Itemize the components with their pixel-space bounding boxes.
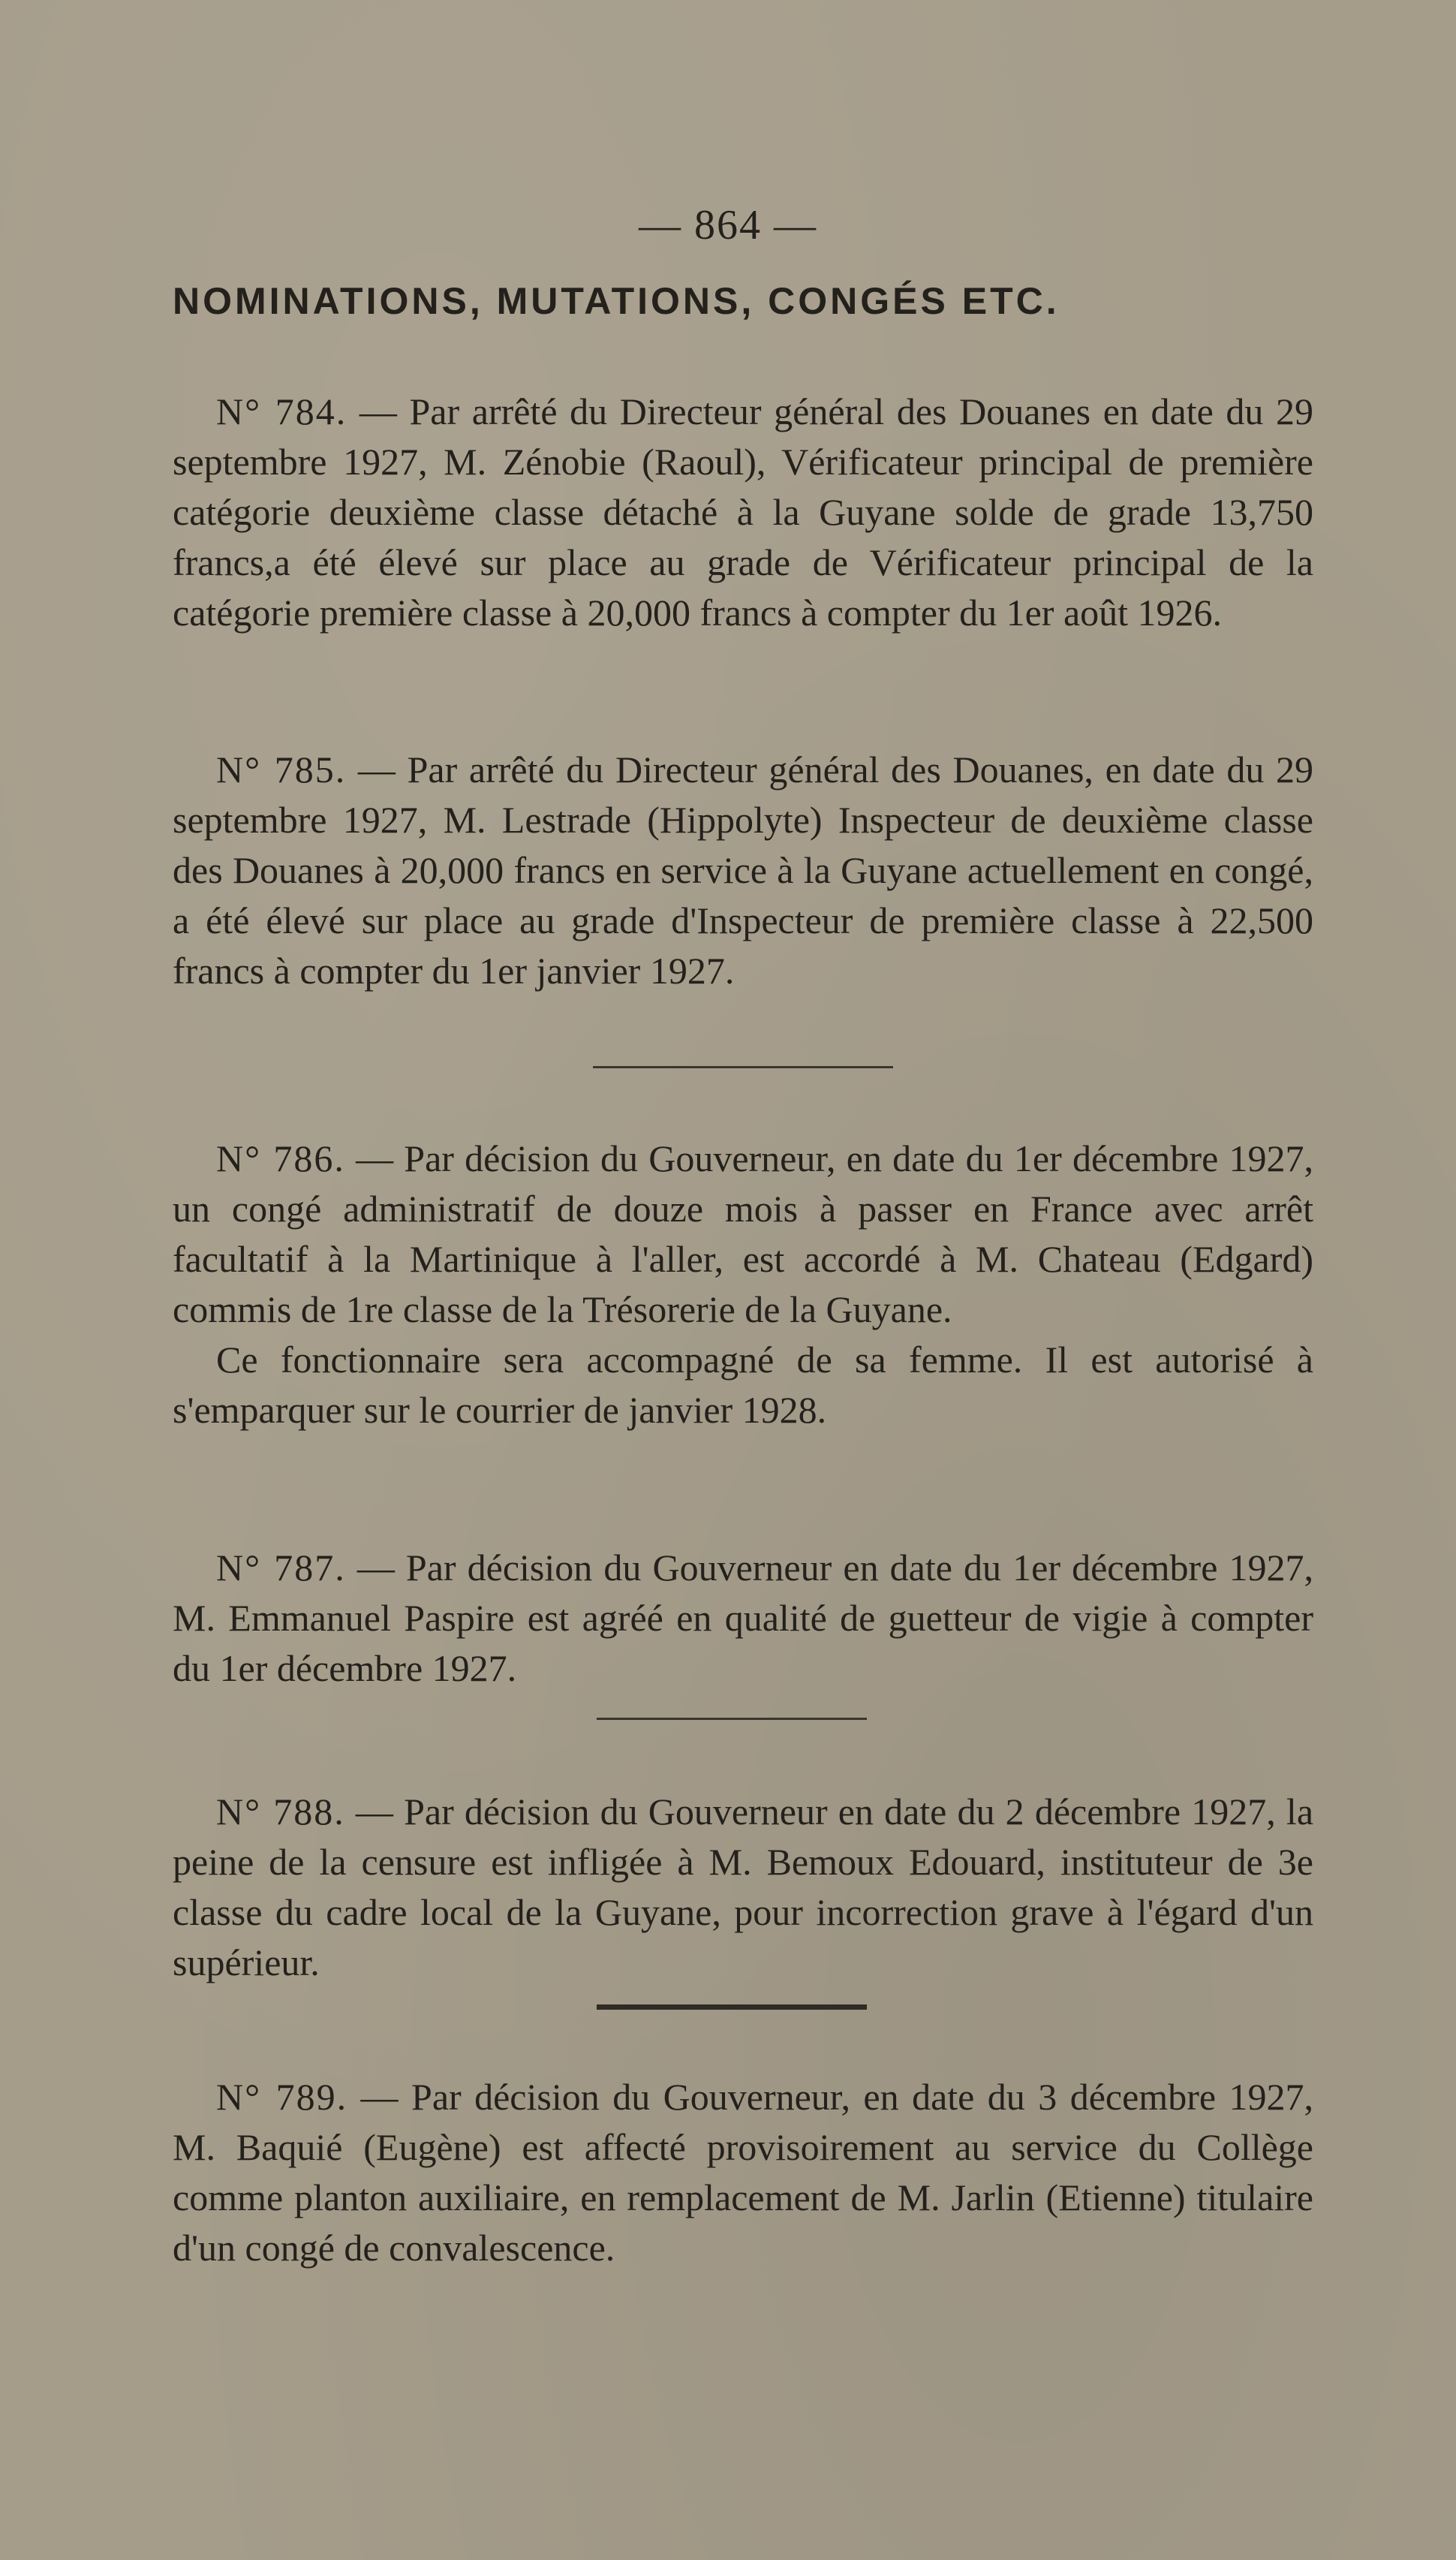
entry-paragraph [173,1787,1313,1988]
entry-paragraph [173,745,1313,996]
entry-paragraph [173,1134,1313,1335]
entry-paragraph [173,1543,1313,1694]
entry-789 [173,2072,1313,2273]
entry-784 [173,387,1313,638]
entry-number: N° 788. [216,1790,345,1833]
entry-number: N° 785. [216,748,347,791]
entry-text: — Par décision du Gouverneur, en date du 3 décembre 1927, M. Baquié (Eugène) est affecté provisoirement au service du Collège comme planton auxiliaire, en remplacement de M. Jarlin (Etienne) titulaire d'un congé de convalescence. [173,2076,1314,2269]
entry-paragraph [173,387,1313,638]
entry-number: N° 784. [216,390,347,432]
entry-paragraph [173,2072,1313,2273]
entry-text: Ce fonctionnaire sera accompagné de sa femme. Il est autorisé à s'emparquer sur le courrier de janvier 1928. [173,1339,1313,1431]
entry-785 [173,745,1313,996]
entry-787 [173,1543,1313,1694]
section-heading: NOMINATIONS, MUTATIONS, CONGÉS ETC. [173,280,1060,322]
entry-number: N° 786. [216,1137,345,1179]
separator-rule-heavy [597,2004,867,2010]
entry-text: — Par arrêté du Directeur général des Douanes, en date du 29 septembre 1927, M. Lestrade (Hippolyte) Inspecteur de deuxième classe des Douanes à 20,000 francs en service à la Guyane actuellement en congé, a été élevé sur place au grade d'Inspecteur de première classe à 22,500 francs à compter du 1er janvier 1927. [173,748,1313,992]
entry-number: N° 789. [216,2076,348,2118]
entry-text: — Par arrêté du Directeur général des Douanes en date du 29 septembre 1927, M. Zénobie (Raoul), Vérificateur principal de première catégorie deuxième classe détaché à la Guyane solde de grade 13,750 francs,a été élevé sur place au grade de Vérificateur principal de la catégorie première classe à 20,000 francs à compter du 1er août 1926. [173,390,1314,634]
entry-786 [173,1134,1313,1435]
separator-rule [597,1718,867,1720]
entry-text: — Par décision du Gouverneur, en date du 1er décembre 1927, un congé administratif de douze mois à passer en France avec arrêt facultatif à la Martinique à l'aller, est accordé à M. Chateau (Edgard) commis de 1re classe de la Trésorerie de la Guyane. [173,1137,1313,1330]
entry-788 [173,1787,1313,1988]
entry-paragraph [173,1335,1313,1435]
entry-text: — Par décision du Gouverneur en date du 1er décembre 1927, M. Emmanuel Paspire est agréé en qualité de guetteur de vigie à compter du 1er décembre 1927. [173,1547,1313,1689]
separator-rule [593,1066,893,1068]
page-number: — 864 — [639,202,817,248]
entry-number: N° 787. [216,1547,346,1589]
entry-text: — Par décision du Gouverneur en date du 2 décembre 1927, la peine de la censure est infligée à M. Bemoux Edouard, instituteur de 3e classe du cadre local de la Guyane, pour incorrection grave à l'égard d'un supérieur. [173,1790,1314,1983]
